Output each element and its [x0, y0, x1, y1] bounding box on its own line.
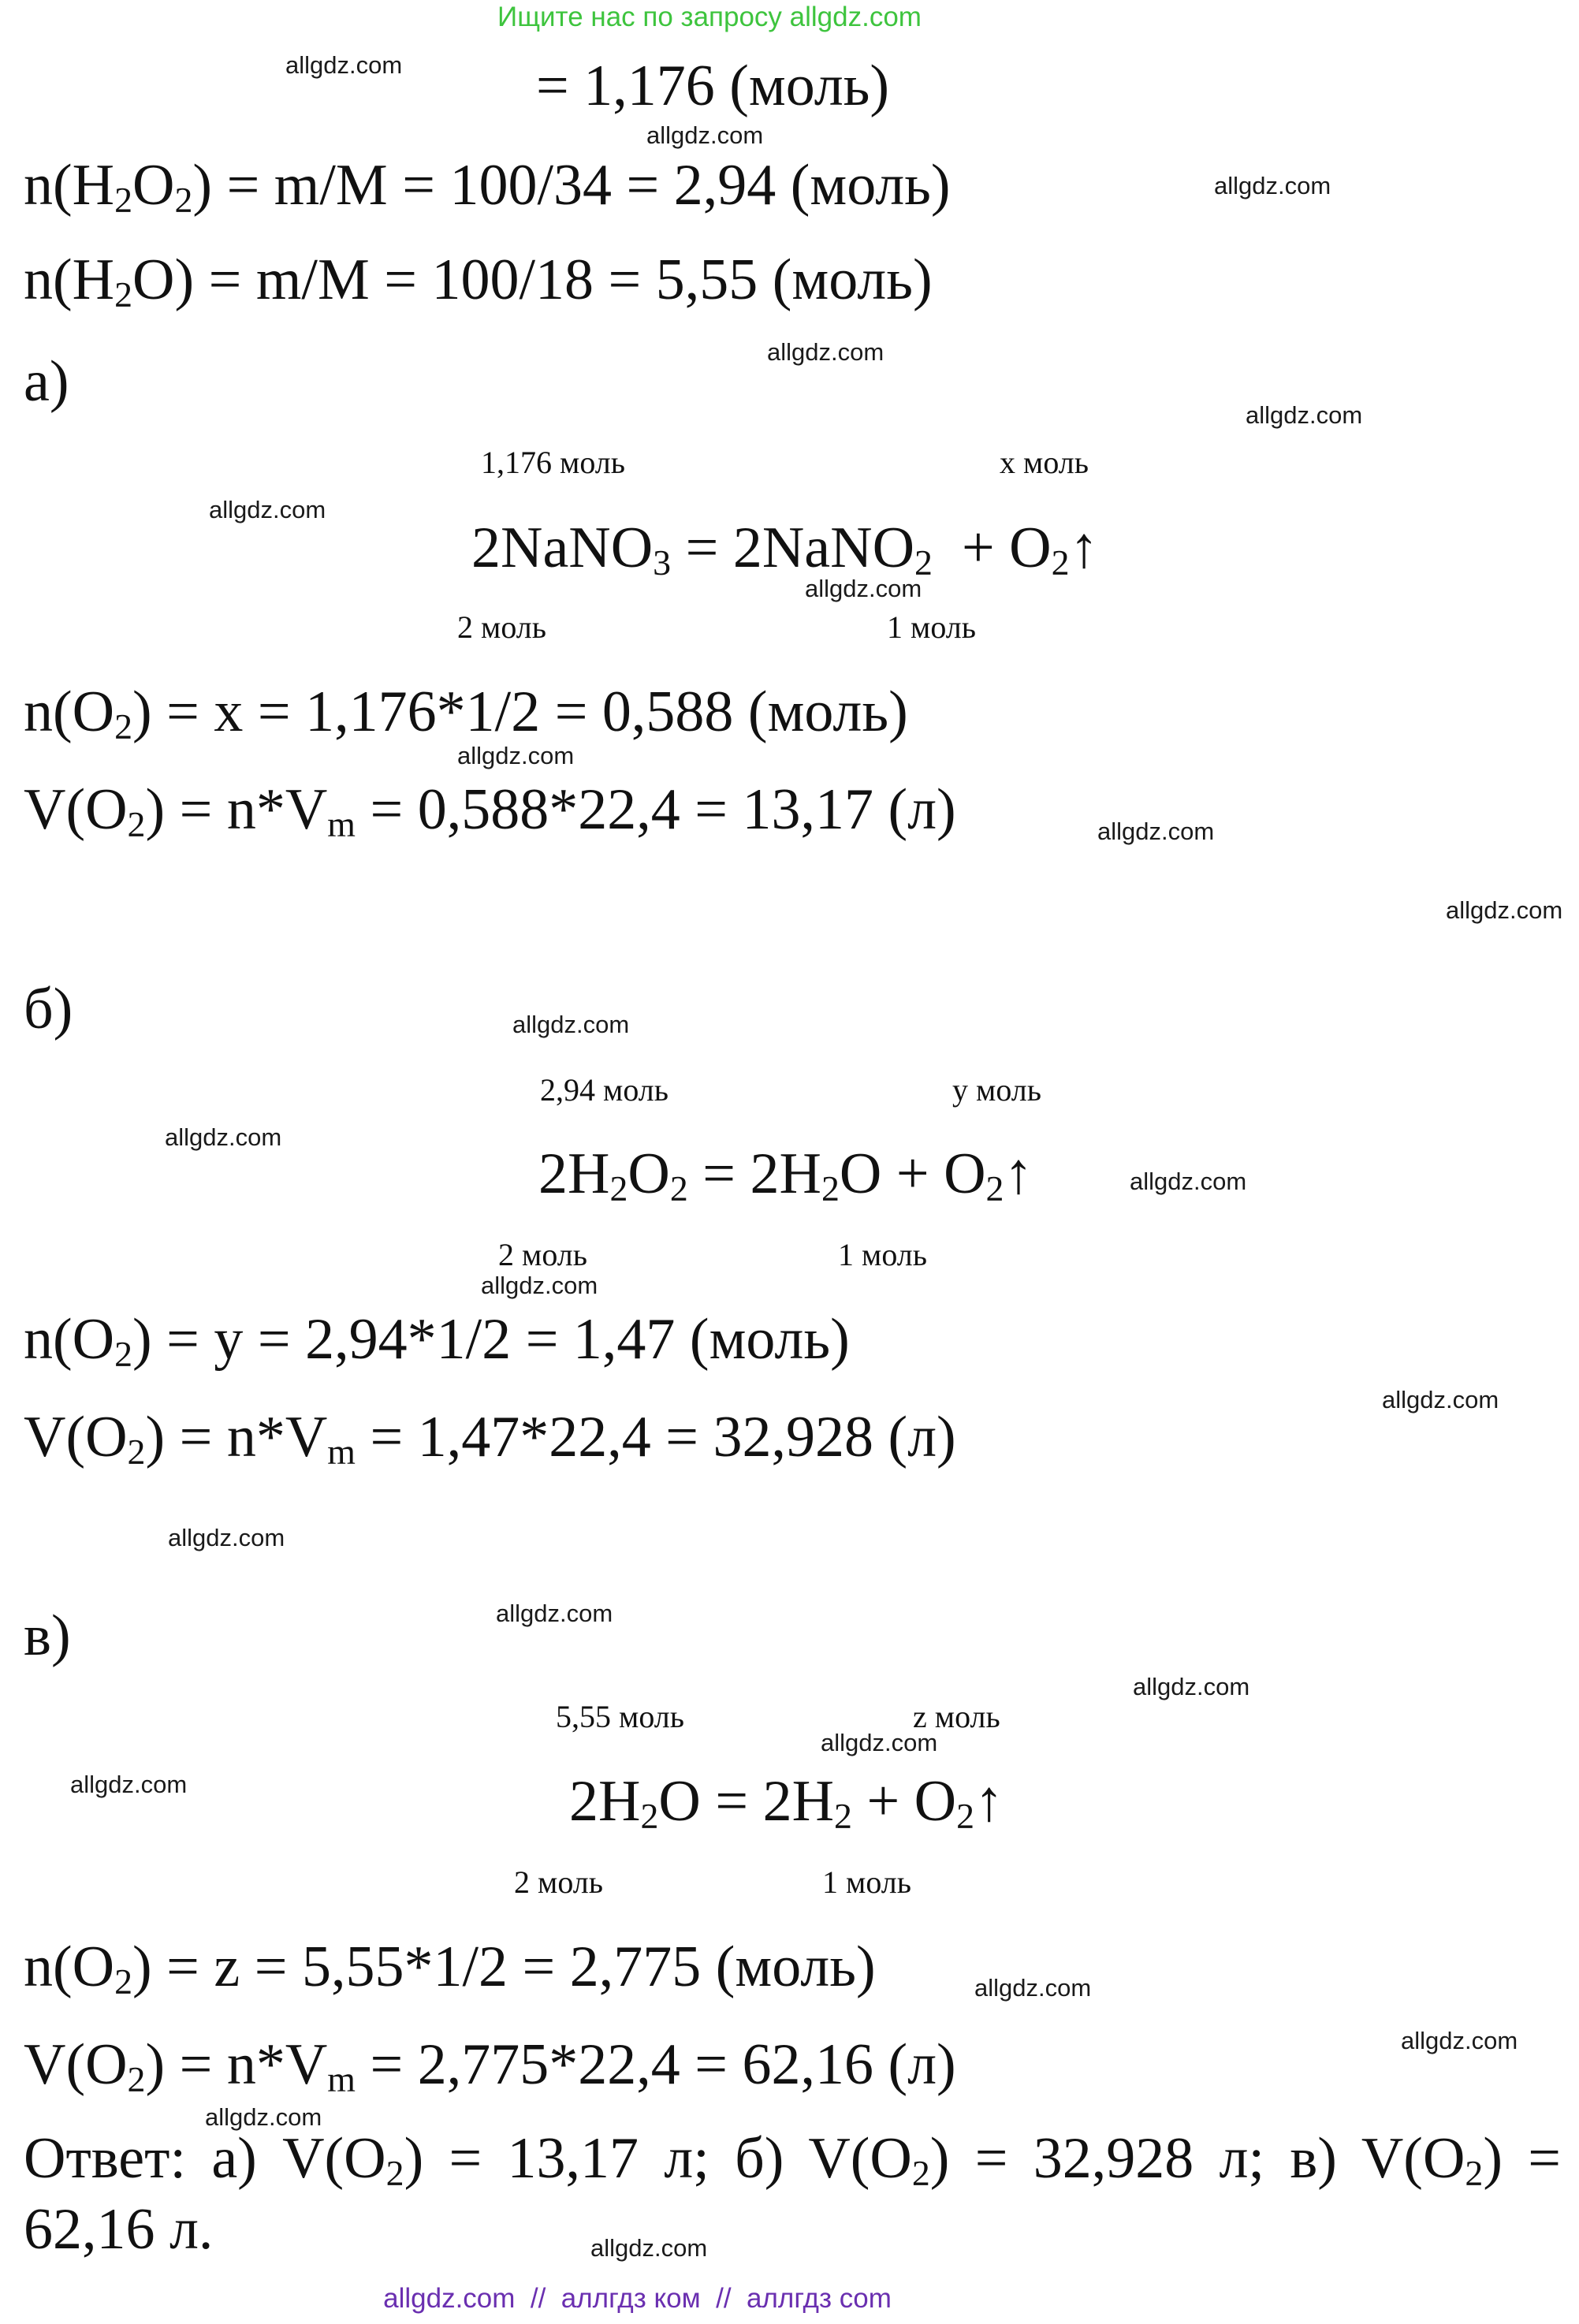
watermark: allgdz.com [767, 338, 884, 366]
watermark: allgdz.com [165, 1123, 282, 1151]
part-c-equation: $2H_2O = 2H_2$ + $O_2↑$ [569, 1769, 1004, 1837]
watermark: allgdz.com [457, 742, 575, 769]
part-a-coef-bottom-left: 2 моль [457, 609, 546, 645]
search-hint-banner[interactable]: Ищите нас по запросу allgdz.com [497, 2, 922, 32]
part-b-v-o2: $V(O_2) = n*V_m = 1,47*22,4 = 32,928$ (л) [24, 1405, 956, 1473]
part-a-v-o2: $V(O_2) = n*V_m = 0,588*22,4 = 13,17$ (л) [24, 777, 956, 845]
watermark: allgdz.com [974, 1974, 1092, 2002]
watermark: allgdz.com [168, 1524, 285, 1551]
footer-links[interactable]: allgdz.com // аллгдз ком // аллгдз com [383, 2283, 892, 2314]
watermark: allgdz.com [70, 1771, 188, 1798]
watermark: allgdz.com [209, 496, 326, 523]
watermark: allgdz.com [821, 1729, 938, 1756]
part-c-label: в) [24, 1603, 71, 1668]
part-a-coef-bottom-right: 1 моль [887, 609, 976, 645]
n-h2o2-formula: $n(H_2O_2) = m/M = 100/34 = 2,94$ (моль) [24, 153, 951, 221]
watermark: allgdz.com [285, 51, 403, 79]
part-a-coef-top-right: x моль [1000, 445, 1089, 480]
part-b-n-o2: $n(O_2) = y = 2,94*1/2 = 1,47$ (моль) [24, 1307, 850, 1375]
part-b-coef-top-left: 2,94 моль [540, 1072, 668, 1108]
part-a-label: а) [24, 349, 69, 414]
watermark: allgdz.com [1446, 896, 1563, 924]
watermark: allgdz.com [481, 1272, 598, 1299]
part-c-n-o2: $n(O_2) = z = 5,55*1/2 = 2,775$ (моль) [24, 1935, 876, 2002]
part-b-coef-top-right: y моль [952, 1072, 1041, 1108]
watermark: allgdz.com [590, 2234, 708, 2262]
final-answer: Ответ: а) $V(O_2) = 13,17$ л; б) $V(O_2) = 32,928$ л; в) $V(O_2) = 62,16$ л. [24, 2126, 1561, 2263]
watermark: allgdz.com [1130, 1168, 1247, 1195]
watermark: allgdz.com [1133, 1673, 1250, 1700]
part-c-coef-top-right: z моль [913, 1699, 1000, 1734]
part-c-coef-top-left: 5,55 моль [556, 1699, 684, 1734]
watermark: allgdz.com [646, 121, 764, 149]
part-b-equation: $2H_2O_2 = 2H_2O$ + $O_2↑$ [538, 1142, 1033, 1209]
watermark: allgdz.com [1382, 1386, 1499, 1413]
part-a-equation: 2NaNO$_3$ = 2NaNO$_2$ + $O_2↑$ [471, 516, 1099, 583]
previous-result: = 1,176 (моль) [536, 54, 890, 118]
n-h2o-formula: $n(H_2O) = m/M = 100/18 = 5,55$ (моль) [24, 248, 933, 315]
watermark: allgdz.com [512, 1011, 630, 1038]
part-b-label: б) [24, 977, 73, 1041]
part-a-coef-top-left: 1,176 моль [481, 445, 625, 480]
part-c-coef-bottom-right: 1 моль [822, 1864, 911, 1900]
part-b-coef-bottom-left: 2 моль [498, 1237, 587, 1272]
part-c-coef-bottom-left: 2 моль [514, 1864, 603, 1900]
watermark: allgdz.com [1401, 2027, 1518, 2054]
part-a-n-o2: $n(O_2) = x = 1,176*1/2 = 0,588$ (моль) [24, 680, 908, 747]
watermark: allgdz.com [1097, 817, 1215, 845]
part-c-v-o2: $V(O_2) = n*V_m = 2,775*22,4 = 62,16$ (л) [24, 2032, 956, 2100]
watermark: allgdz.com [205, 2103, 322, 2131]
watermark: allgdz.com [1246, 401, 1363, 429]
watermark: allgdz.com [1214, 172, 1331, 199]
part-b-coef-bottom-right: 1 моль [838, 1237, 927, 1272]
watermark: allgdz.com [496, 1600, 613, 1627]
watermark: allgdz.com [805, 575, 922, 602]
